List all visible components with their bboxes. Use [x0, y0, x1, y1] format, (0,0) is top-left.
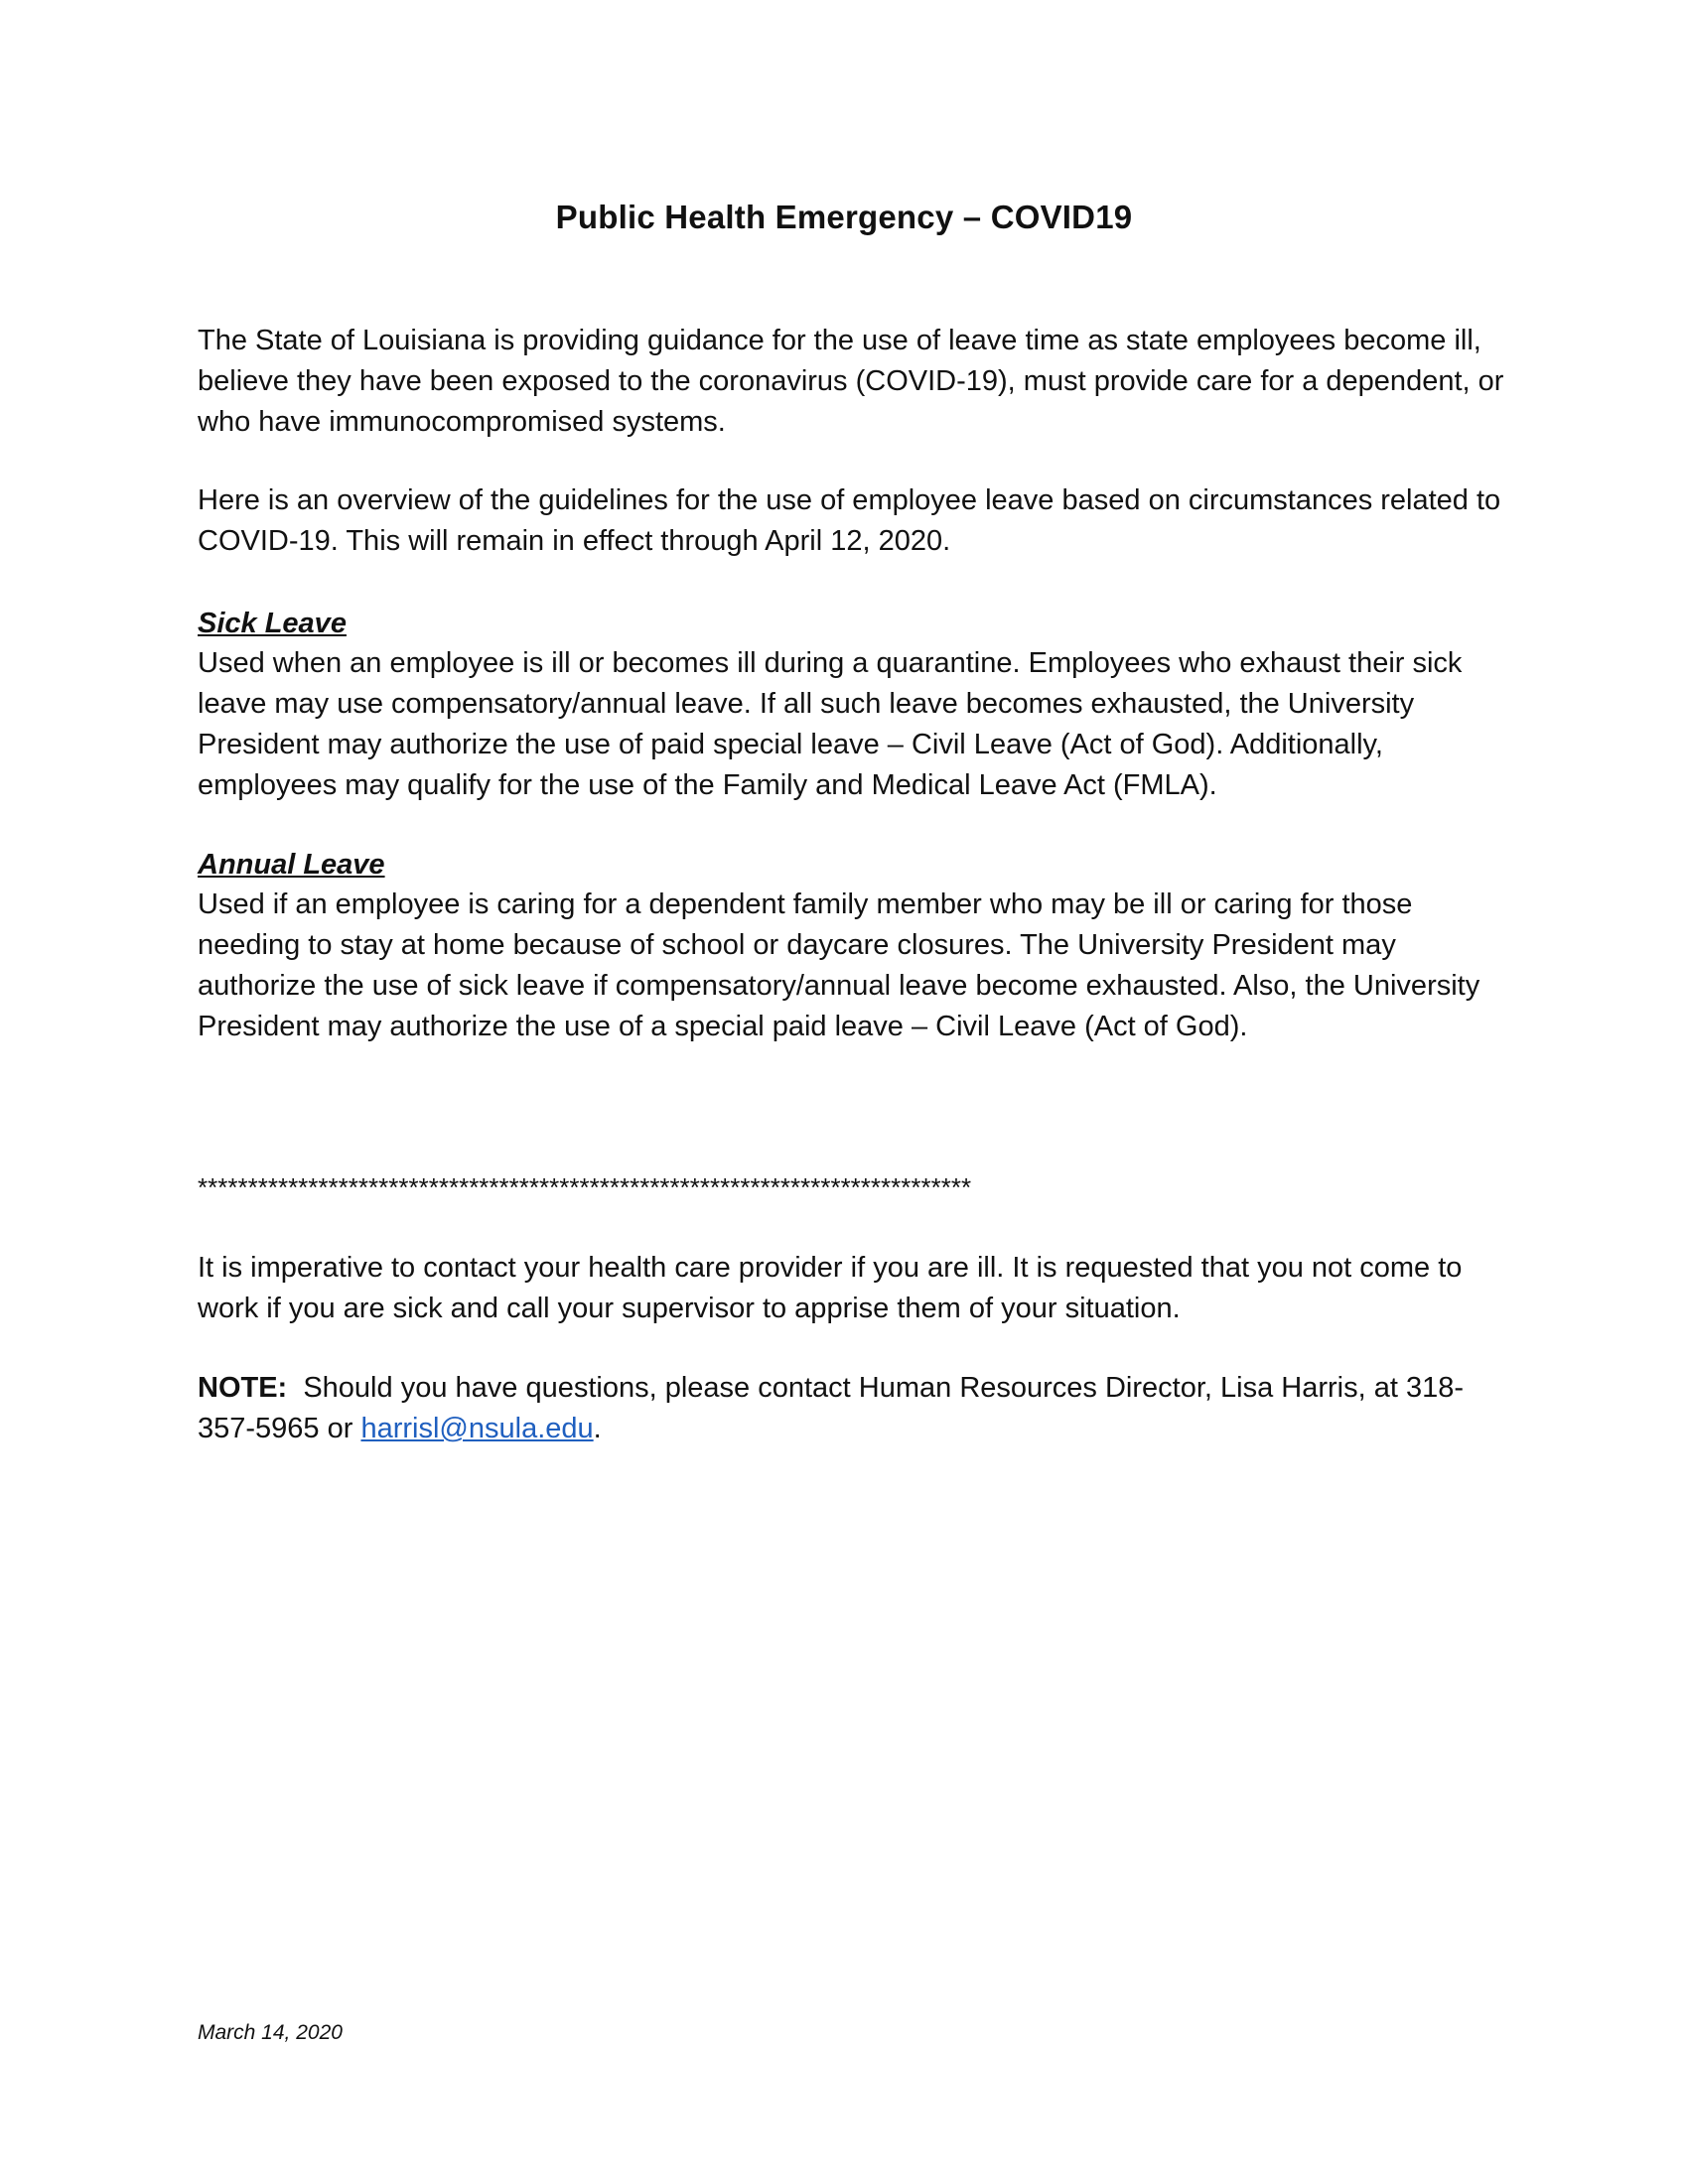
sick-leave-heading: Sick Leave — [198, 608, 347, 639]
imperative-paragraph: It is imperative to contact your health care provider if you are ill. It is requested that you not come to work if you are sick and call your supervisor to apprise them of your situation. — [198, 1252, 1463, 1324]
note-text: Should you have questions, please contact Human Resources Director, Lisa Harris, at 318-357-5965 or — [198, 1372, 1464, 1444]
overview-paragraph: Here is an overview of the guidelines for the use of employee leave based on circumstances related to COVID-19. This will remain in effect through April 12, 2020. — [198, 484, 1501, 557]
annual-leave-section — [198, 845, 1508, 886]
intro-paragraph: The State of Louisiana is providing guidance for the use of leave time as state employees become ill, believe they have been exposed to the coronavirus (COVID-19), must provide care for a dependent, or who have immunocompromised systems. — [198, 325, 1504, 438]
note-label: NOTE: — [198, 1372, 288, 1404]
annual-leave-heading: Annual Leave — [198, 849, 385, 881]
sick-leave-body: Used when an employee is ill or becomes ill during a quarantine. Employees who exhaust their sick leave may use compensatory/annual leave. If all such leave becomes exhausted, the University President may authorize the use of paid special leave – Civil Leave (Act of God). Additionally, employees may qualify for the use of the Family and Medical Leave Act (FMLA). — [198, 647, 1463, 801]
footer-date: March 14, 2020 — [198, 2021, 343, 2044]
note-paragraph — [198, 1368, 1508, 1449]
document-title: Public Health Emergency – COVID19 — [555, 199, 1133, 235]
note-trailing: . — [593, 1413, 602, 1444]
email-link[interactable]: harrisl@nsula.edu — [360, 1413, 594, 1444]
sick-leave-section — [198, 604, 1508, 644]
separator-line: ***************************************************************************** — [198, 1172, 972, 1202]
annual-leave-body: Used if an employee is caring for a dependent family member who may be ill or caring for those needing to stay at home because of school or daycare closures. The University President may authorize the use of sick leave if compensatory/annual leave become exhausted. Also, the University President may authorize the use of a special paid leave – Civil Leave (Act of God). — [198, 888, 1480, 1042]
